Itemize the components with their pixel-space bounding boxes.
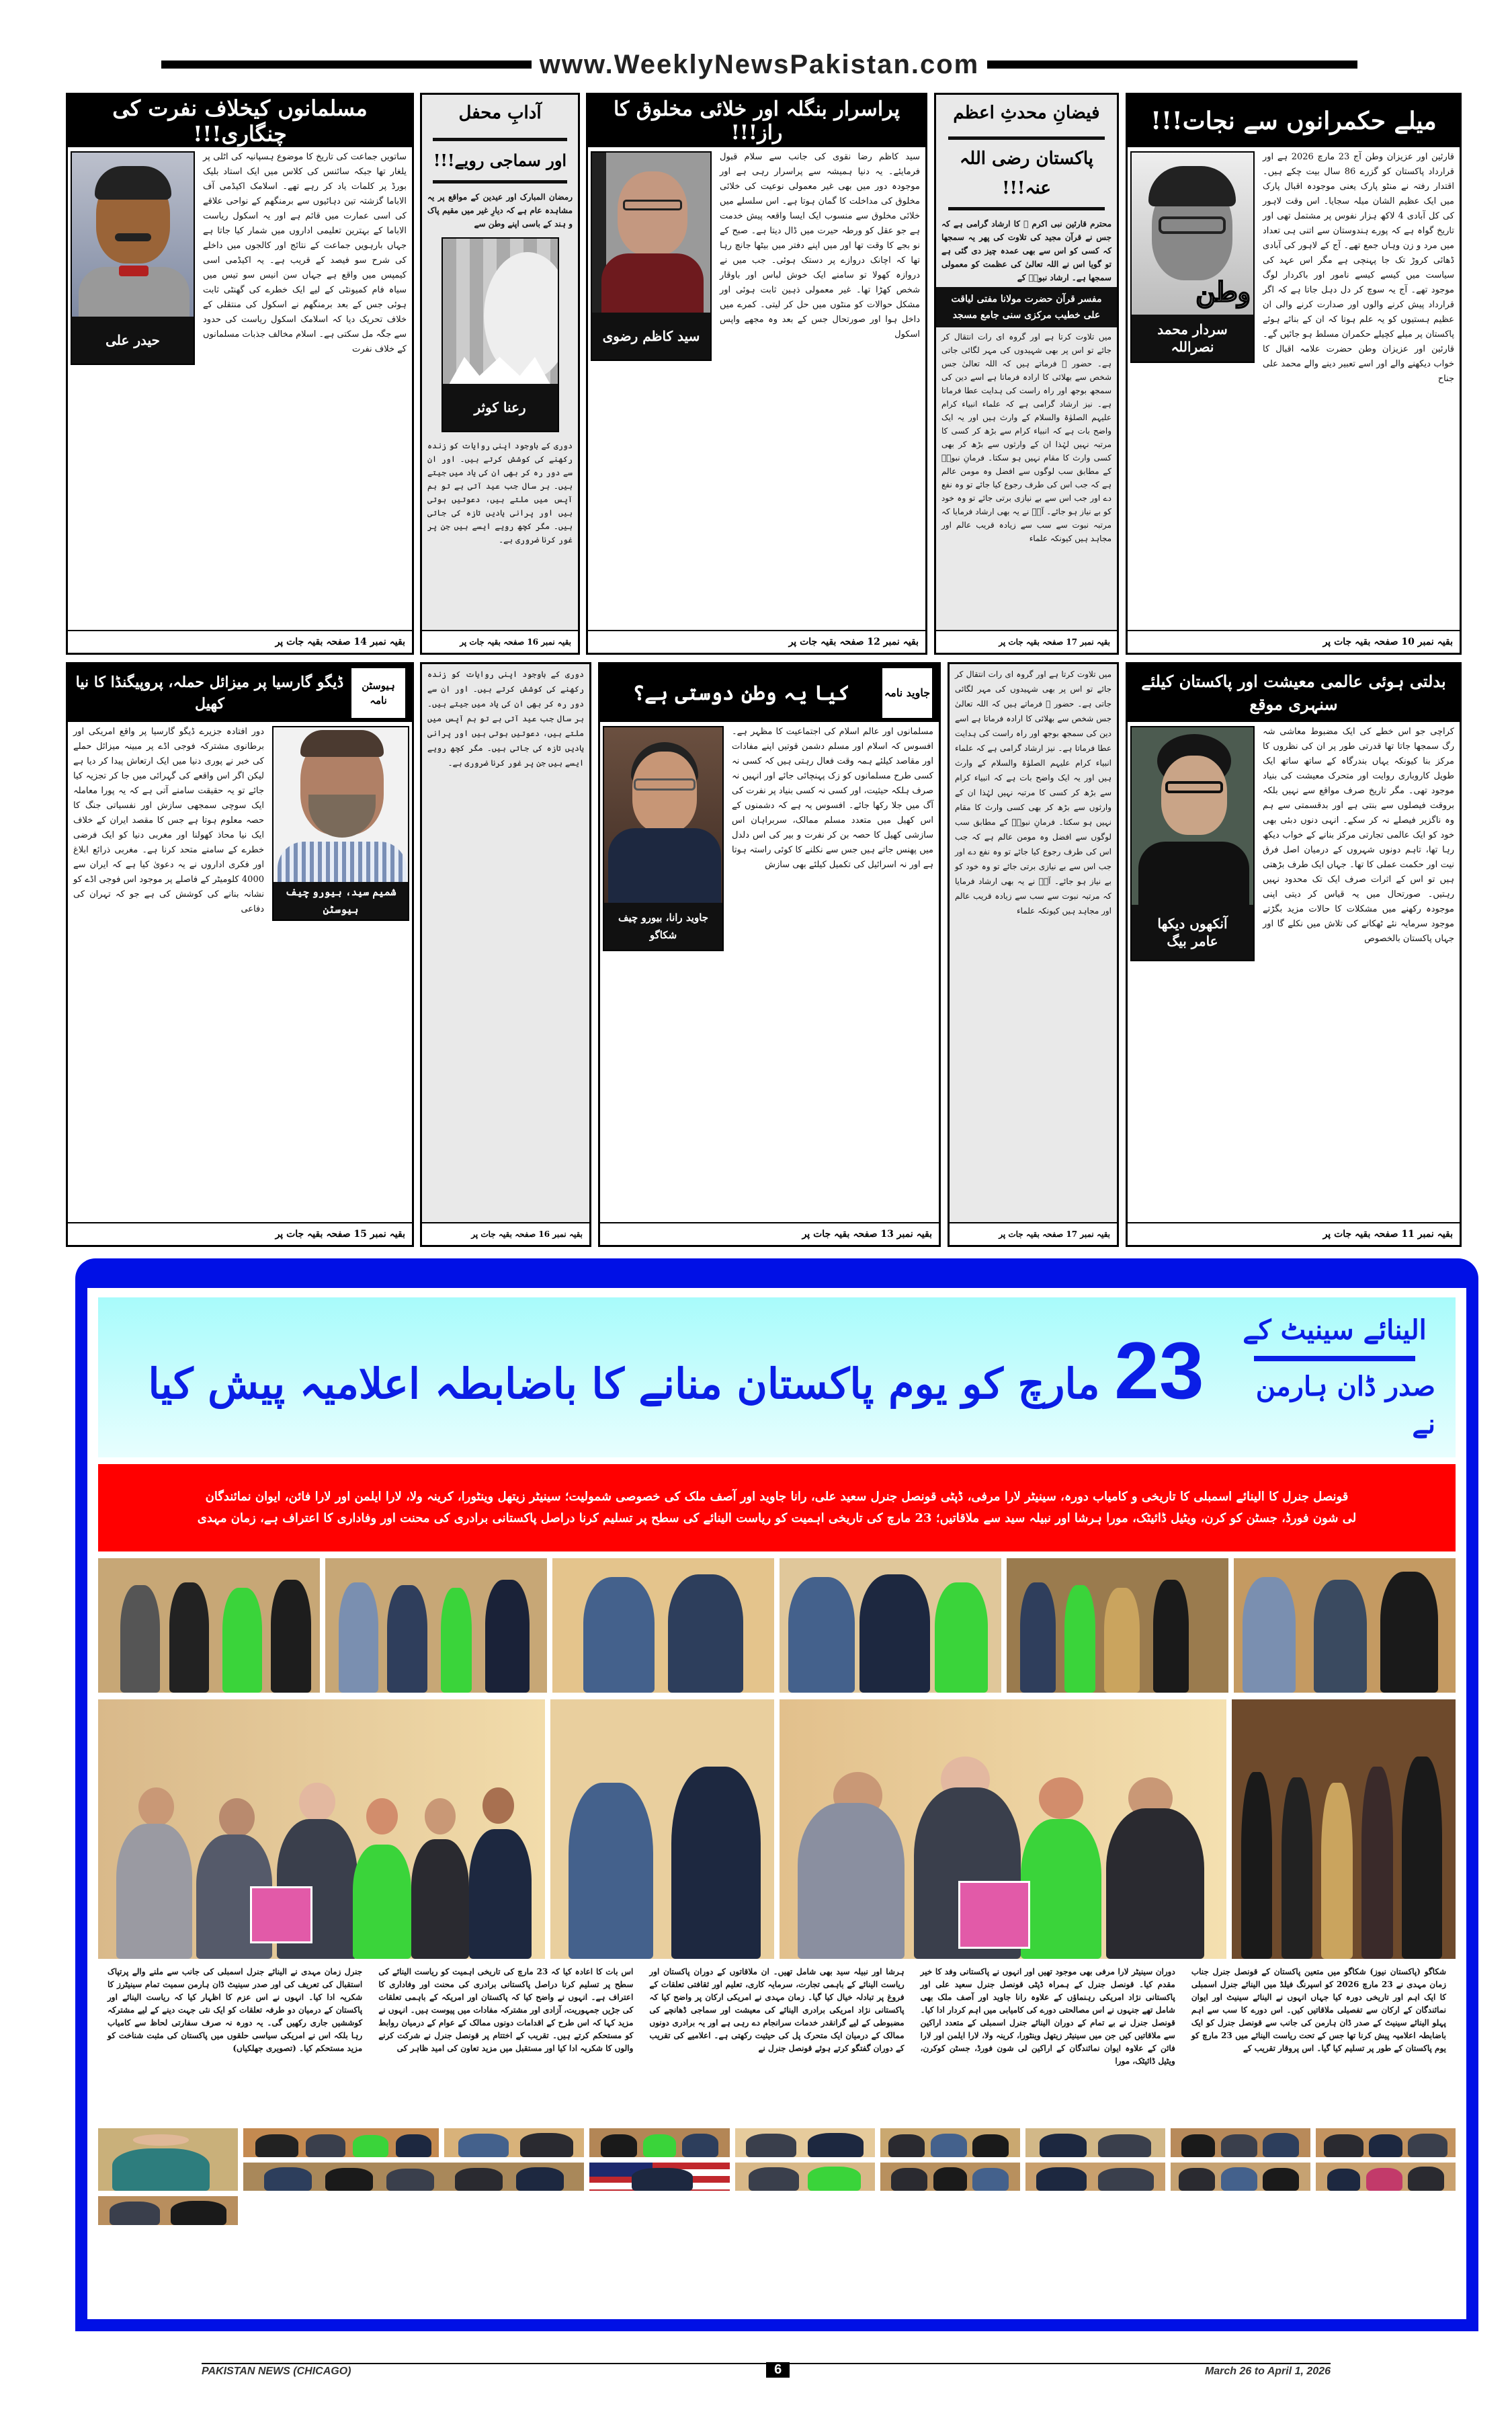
continued-note[interactable]: بقیہ نمبر 16 صفحہ بقیہ جات پر — [422, 1222, 589, 1245]
event-photo[interactable] — [1171, 2163, 1310, 2191]
continuation-text: میں تلاوت کرتا ہے اور گروہ ای رات انتقال کر جائے تو اس پر بھی شہیدوں کی مہر لگائی جاتی ہے۔ حضور ﷺ فرماتے ہیں کہ اللہ تعالیٰ جس شخص سے بھلائی کا ارادہ فرماتا ہے اسے دین کی سمجھ بوجھ اور راہ راست کی ہدایت عطا فرماتا ہے۔ نیز ارشاد گرامی ہے کہ علماء انبیاء کرام علیہم الصلوٰۃ والسلام کے وارث ہیں اور یہ ایک واضح بات ہے کہ انبیاء کرام سے بڑھ کر کسی کا مرتبہ نہیں لہٰذا ان کے وارثوں سے بڑھ کر بھی کسی وارث کا مقام نہیں ہو سکتا۔ فرمانِ نبویؐ کے مطابق سب لوگوں سے افضل وہ مومن عالم ہے کہ جب اس کی طرف رجوع کیا جائے تو وہ نفع دے اور جب اس سے بے نیازی برتی جائے تو وہ خود کو بے نیاز ہو جائے۔ آپؐ نے یہ بھی ارشاد فرمایا کہ مرتبہ نبوت سے سب سے زیادہ قریب عالم اور مجاہد ہیں کیونکہ علماء — [955, 670, 1111, 916]
column-continuation-strip — [420, 662, 591, 1247]
issue-date: March 26 to April 1, 2026 — [1204, 2366, 1331, 2377]
photo-slot — [588, 147, 714, 630]
column-kya-ye-watan-dosti — [598, 662, 941, 1247]
event-photo[interactable] — [98, 2128, 238, 2191]
article-column: شکاگو (پاکستان نیوز) شکاگو میں متعین پاکستان کے قونصل جنرل جناب زمان مہدی نے 23 مارچ 2026 کو اسپرنگ فیلڈ میں الینائے جنرل اسمبلی کا ایک اہم اور تاریخی دورہ کیا جہاں انہوں نے الینائے سینیٹ اور ایوان نمائندگان کے ارکان سے تفصیلی ملاقاتیں کیں۔ اس دورے کا سب سے اہم پہلو الینائے سینیٹ کے صدر ڈان ہارمن کی جانب سے قونصل جنرل کو ایک باضابطہ اعلامیہ پیش کرنا تھا جس کے تحت ریاست الینائے میں 23 مارچ کو یوم پاکستان کے طور پر تسلیم کیا گیا۔ اس پروقار تقریب کے — [1191, 1967, 1447, 2053]
event-photo[interactable] — [780, 1558, 1001, 1693]
special-report-section — [75, 1258, 1478, 2331]
byline: مفسر قرآن حضرت مولانا مفتی لیاقت علی خطیب مرکزی سنی جامع مسجد — [936, 287, 1117, 327]
event-photo[interactable] — [325, 1558, 547, 1693]
headline: پاکستان رضی اللہ عنہ!!! — [960, 149, 1093, 198]
website-url[interactable]: www.WeeklyNewsPakistan.com — [539, 49, 980, 79]
headline: میلے حکمرانوں سے نجات!!! — [1128, 95, 1460, 147]
headline: کیا یہ وطن دوستی ہے؟ — [632, 681, 850, 705]
event-photo[interactable] — [589, 2128, 729, 2157]
event-photo[interactable] — [444, 2128, 584, 2157]
event-photo[interactable] — [98, 2196, 238, 2225]
author-name: عامر بیگ — [1167, 933, 1218, 949]
subhead-bar — [98, 1464, 1456, 1551]
article-column: دوران سینیٹر لارا مرفی بھی موجود تھیں اور انہوں نے پاکستانی وفد کا خیر مقدم کیا۔ قونصل جنرل کے ہمراہ ڈپٹی قونصل جنرل سعید علی اور پاکستانی نژاد امریکی رہنماؤں کے علاوہ رانا جاوید اور آصف ملک بھی شامل تھے جنہوں نے اس مصالحتی دورے کی کامیابی میں اہم کردار ادا کیا۔ قونصل جنرل نے بے تمام کے دوران الینائے جنرل اسمبلی کے متعدد اراکین سے ملاقاتیں کیں جن میں سینیٹر زیتھل وینٹورا، کرینہ ولا، لارا ایلمن اور لارا فائن کے علاوہ ایوان نمائندگان کے اراکین لی شون فورڈ، جسٹن کوکرن، ویٹیل ڈائیٹک، مورا — [920, 1967, 1175, 2066]
photo-row-3 — [98, 2128, 1456, 2225]
author-name: جاوید رانا، بیورو چیف شکاگو — [604, 903, 722, 950]
author-name: حیدر علی — [72, 317, 194, 364]
article-column: جنرل زمان مہدی نے الینائے جنرل اسمبلی کی جانب سے ملنے والے پرتپاک استقبال کی تعریف کی اور صدر سینیٹ ڈان ہارمن سمیت تمام سینیٹرز کا شکریہ ادا کیا۔ انہوں نے اس عزم کا اظہار کیا کہ ریاست الینائے اور پاکستان کے درمیان دو طرفہ تعلقات کو ایک نئی جہت دینے کے لیے مشترکہ کوششیں جاری رکھیں گی۔ یہ دورہ نہ صرف سفارتی لحاظ سے کامیاب رہا بلکہ اس نے امریکی سیاسی حلقوں میں پاکستان کی مثبت شناخت کو مزید مستحکم کیا۔ (تصویری جھلکیاں) — [108, 1967, 363, 2053]
rule — [948, 207, 1105, 210]
special-report-inner — [87, 1288, 1466, 2319]
publication-name: PAKISTAN NEWS (CHICAGO) — [202, 2366, 351, 2377]
article-body: کراچی جو اس خطے کی ایک مضبوط معاشی شہ رگ سمجھا جاتا تھا قدرتی طور پر ان کی نظروں کا مرکز بنا کیونکہ یہاں بندرگاہ کے ساتھ ساتھ ایک طویل کاروباری روایت اور متحرک معیشت کی بنیاد موجود تھی۔ مگر تاریخ صرف مواقع سے نہیں بلکہ بروقت فیصلوں سے بنتی ہے اور بدقسمتی سے ہم وہ ناگزیر فیصلے نہ کر سکے۔ انہی دنوں دبئی بھی خود کو ایک عالمی تجارتی مرکز بنانے کے خواب دیکھ رہا تھا، تاہم دونوں شہروں کے درمیان اصل فرق نیت اور حکمت عملی کا تھا۔ جہاں ایک طرف بڑھتی ہیں تو اس کے اثرات صرف ایک تک محدود نہیں رہتیں۔ صورتحال میں یہ قیاس کر دیتی اپنی موجودہ رکھنے میں مشکلات کا حالات مزید بگڑتے موجود سرمایہ نئے ٹھکانے کی تلاش میں نکلے گا اور جہاں پاکستان بالخصوص — [1263, 727, 1454, 944]
headline: ڈیگو گارسیا پر میزائل حملہ، پروپیگنڈا کا نیا کھیل — [75, 674, 344, 713]
page-footer — [202, 2363, 1331, 2379]
author-photo — [591, 151, 712, 361]
event-photo[interactable] — [243, 2128, 439, 2157]
intro: رمضان المبارک اور عیدین کے مواقع پر یہ مشاہدہ عام ہے کہ دیارِ غیر میں مقیم پاک و ہند کے باسی اپنے وطن سے — [427, 192, 573, 229]
event-photo[interactable] — [1232, 1699, 1456, 1959]
special-report-article — [108, 1966, 1446, 2122]
article-body: دوری کے باوجود اپنی روایات کو زندہ رکھنے کی کوشش کرتے ہیں۔ اور ان سے دور رہ کر بھی ان کی یاد میں جیتے ہیں۔ ہر سال جب عید آتی ہے تو ہم آپس میں ملتے ہیں، دعوتیں ہوتی ہیں اور پرانی یادیں تازہ کی جاتی ہیں۔ مگر کچھ رویے ایسے ہیں جن پر غور کرنا ضروری ہے۔ — [427, 441, 573, 544]
event-photo[interactable] — [243, 2163, 584, 2191]
author-photo — [1130, 726, 1255, 961]
event-photo[interactable] — [552, 1558, 774, 1693]
subhead-line-2: لی شون فورڈ، جسٹن کو کرن، ویٹیل ڈائیٹک، مورا ہرشا اور نبیلہ سید سے ملاقاتیں؛ 23 مارچ کی تاریخی اہمیت کو ریاست الینائے کی سطح پر تسلیم کرنا دراصل پاکستانی برادری کی محنت اور وفاداری کا اعتراف ہے، زمان مہدی — [197, 1511, 1357, 1525]
article-area — [1128, 722, 1460, 1222]
kicker: فیضانِ محدثِ اعظم — [953, 103, 1100, 123]
article-body: قارئین اور عزیزان وطن آج 23 مارچ 2026 ہے اور قرارداد پاکستان کو گزرے 86 سال بیت چکے ہیں۔ اقتدار رفتہ نے منٹو پارک یعنی موجودہ اقبال پارک میں ایک عظیم الشان میلہ سجایا۔ اس وقت لاہور کی کل آبادی 4 لاکھ ہزار نفوس پر مشتمل تھی اور تاریخ گواہ ہے کہ پورے ہندوستان سے اتنی ہی تعداد میں مرد و زن وہاں جمع تھے۔ آج کے لاہور کی آبادی ڈھائی کروڑ تک جا پہنچی ہے مگر اس عہد کی سیاست میں کیسے کیسے نامور اور باکردار لوگ موجود تھے۔ آج یہ سوچ کر دل دہل جاتا ہے کہ اگر قرارداد پیش کرنے والوں اور صدارت کرنے والی ان عظیم ہستیوں کو یہ علم ہوتا کہ ان کے بنائے ہوئے پاکستان پر میلے کچیلے حکمران مسلط ہو جائیں گے۔ قارئین اور عزیزان وطن حضرت علامہ اقبال کا خواب دیکھنے والے اور اسے تعبیر دینے والے محمد علی جناح — [1263, 152, 1455, 384]
event-photo[interactable] — [550, 1699, 774, 1959]
watan-logo: وطن — [1195, 276, 1251, 308]
headline: بدلتی ہوئی عالمی معیشت اور پاکستان کیلئے سنہری موقع — [1128, 664, 1460, 722]
banner-headline — [118, 1326, 1234, 1416]
column-purisrar-bangla — [586, 93, 927, 655]
masthead-rule-left — [161, 61, 532, 69]
article-body: سید کاظم رضا نقوی کی جانب سے سلام قبول فرمایئے۔ یہ دنیا ہمیشہ سے پراسرار رہی ہے اور موجودہ دور میں بھی غیر معمولی نوعیت کی خلائی مخلوق کی مداخلت کا گمان ہوتا ہے۔ اس سلسلے میں خلائی مخلوق سے منسوب ایک ایسا واقعہ پیش خدمت ہے جو عقل کو ورطہ حیرت میں ڈال دیتا ہے۔ صبح کے نو بجے کا وقت تھا اور میں اپنے دفتر میں بیٹھا جانچ رہا تھا کہ اچانک دروازے پر دستک ہوئی۔ جب میں نے دروازہ کھولا تو سامنے ایک خوش لباس اور باوقار شخص کھڑا تھا۔ غیر معمولی ذہین ثابت ہوئی اور مشکل حوالات کو منٹوں میں حل کر لیتی۔ کمرے میں داخل ہوا اور صورتحال جس کے بعد وہ مجھے واپس اسکول — [720, 152, 920, 339]
pretitle-bottom: صدر ڈان ہارمن نے — [1255, 1371, 1435, 1440]
author-caption — [1132, 905, 1253, 960]
special-report-banner — [98, 1297, 1456, 1457]
event-photo[interactable] — [1316, 2128, 1456, 2157]
event-photo[interactable] — [735, 2163, 875, 2191]
article-body: میں تلاوت کرتا ہے اور گروہ ای رات انتقال کر جائے تو اس پر بھی شہیدوں کی مہر لگائی جاتی ہے۔ حضور ﷺ فرماتے ہیں کہ اللہ تعالیٰ جس شخص سے بھلائی کا ارادہ فرماتا ہے اسے دین کی سمجھ بوجھ اور راہ راست کی ہدایت عطا فرماتا ہے۔ نیز ارشاد گرامی ہے کہ علماء انبیاء کرام علیہم الصلوٰۃ والسلام کے وارث ہیں اور یہ ایک واضح بات ہے کہ انبیاء کرام سے بڑھ کر کسی کا مرتبہ نہیں لہٰذا ان کے وارثوں سے بڑھ کر بھی کسی وارث کا مقام نہیں ہو سکتا۔ فرمانِ نبویؐ کے مطابق سب لوگوں سے افضل وہ مومن عالم ہے کہ جب اس کی طرف رجوع کیا جائے تو وہ نفع دے اور جب اس سے بے نیازی برتی جائے تو وہ خود کو بے نیاز ہو جائے۔ آپؐ نے یہ بھی ارشاد فرمایا کہ مرتبہ نبوت سے سب سے زیادہ قریب عالم اور مجاہد ہیں کیونکہ علماء — [941, 332, 1111, 543]
photo-slot — [269, 722, 412, 1222]
article-column: اس بات کا اعادہ کیا کہ 23 مارچ کی تاریخی اہمیت کو ریاست الینائے کی سطح پر تسلیم کرنا دراصل پاکستانی برادری کی محنت اور وفاداری کا اعتراف ہے۔ انہوں نے واضح کیا کہ پاکستان اور امریکہ کے باہمی تعلقات کی جڑیں جمہوریت، آزادی اور مشترکہ مفادات میں پیوست ہیں۔ انہوں نے مزید کہا کہ اس طرح کے اقدامات دونوں ممالک کے عوام کے درمیان روابط کو مستحکم کرتے ہیں۔ تقریب کے اختتام پر قونصل جنرل نے شرکت کرنے والوں کا شکریہ ادا کیا اور مستقبل میں مزید تعاون کی امید ظاہر کی — [378, 1967, 634, 2053]
headline-text: مارچ کو یوم پاکستان منانے کا باضابطہ اعلامیہ پیش کیا — [148, 1359, 1100, 1408]
column-meley-hukmaran — [1126, 93, 1462, 655]
article-body: مسلمانوں اور عالم اسلام کی اجتماعیت کا مظہر ہے۔ افسوس کہ اسلام اور مسلم دشمن قوتیں اپنے مفادات اور مقاصد کیلئے ہمہ وقت فعال رہتی ہیں کہ کسی نہ کسی طرح مسلمانوں کو زک پہنچائی جائے اور انہیں نہ صرف ہلکہ حیثیت، اور کسی نہ کسی بنیاد پر نفرت کی آگ میں جلا رکھا جائے۔ افسوس یہ ہے کہ دشمنوں کے اس کھیل میں متعدد مسلم ممالک، سربراہان اس سازشی کھیل کا حصہ بن کر نفرت و بیر کی اس دلدل میں پھنس جاتے ہیں جس سے نکلنے کا کوئی راستہ ہوتا ہے اور نہ اسرائیل کی تکمیل کیلئے بھی سازش — [732, 727, 933, 870]
column-badalti-maeeshat — [1126, 662, 1462, 1247]
event-photo[interactable] — [1234, 1558, 1456, 1693]
intro: محترم قارئین نبی اکرم ﷺ کا ارشاد گرامی ہے کہ جس نے قرآن مجید کی تلاوت کی پھر یہ سمجھا کہ کسی کو اس سے بھی عمدہ چیز دی گئی ہے تو گویا اس نے اللہ تعالیٰ کی عظمت کو معمولی سمجھا ہے۔ ارشاد نبویؐ کے — [941, 219, 1111, 282]
column-tag: جاوید نامہ — [882, 668, 932, 718]
rule — [948, 136, 1105, 140]
column-adab-e-mehfil — [420, 93, 580, 655]
event-photo-certificate[interactable] — [98, 1699, 545, 1959]
event-photo[interactable] — [1025, 2128, 1165, 2157]
author-photo — [272, 726, 409, 921]
photo-row-2 — [98, 1699, 1456, 1959]
column-faizan-muhaddis — [934, 93, 1119, 655]
author-photo — [1130, 151, 1255, 363]
photo-slot — [1128, 722, 1257, 1222]
continued-note[interactable]: بقیہ نمبر 13 صفحہ بقیہ جات پر — [600, 1222, 939, 1245]
subhead-line-1: قونصل جنرل کا الینائے اسمبلی کا تاریخی و کامیاب دورہ، سینیٹر لارا مرفی، ڈپٹی قونصل جنرل سعید علی، رانا جاوید اور آصف ملک کی خصوصی شمولیت؛ سینیٹر زیتھل وینٹورا، کرینہ ولا، لارا ایلمن اور لارا فائن، ایوان نمائندگان — [205, 1490, 1349, 1504]
photo-slot — [1128, 147, 1257, 630]
event-photo-certificate[interactable] — [780, 1699, 1226, 1959]
article-area — [68, 147, 412, 630]
column-musalmanon-nafrat — [66, 93, 414, 655]
author-name: سردار محمد نصراللہ — [1132, 315, 1253, 362]
photo-row-1 — [98, 1558, 1456, 1693]
continued-note[interactable]: بقیہ نمبر 10 صفحہ بقیہ جات پر — [1128, 630, 1460, 653]
author-name: سید کاظم رضوی — [592, 313, 710, 360]
page-number: 6 — [766, 2362, 790, 2378]
rule — [433, 180, 567, 184]
continued-note[interactable]: بقیہ نمبر 12 صفحہ بقیہ جات پر — [588, 630, 925, 653]
masthead — [161, 49, 1357, 79]
rule — [433, 138, 567, 141]
photo-slot — [600, 722, 726, 1222]
article-body: دور افتادہ جزیرے ڈیگو گارسیا پر واقع امریکی اور برطانوی مشترکہ فوجی اڈے پر مبینہ میزائل حملے کی خبر نے پوری دنیا میں ایک ارتعاش پیدا کر دیا ہے لیکن اگر اس واقعے کی گہرائی میں جا کر تجزیہ کیا جائے تو یہ حقیقت سامنے آتی ہے کہ یہ پورا معاملہ ایک سوچی سمجھی سازش اور نفسیاتی جنگ کا حصہ معلوم ہوتا ہے جس کا مقصد ایران کے خلاف ایک نیا محاذ کھولنا اور مغربی دنیا کو ایک فرضی خطرے کے سامنے متحد کرنا ہے۔ مغربی ذرائع ابلاغ اور فکری اداروں نے یہ دعویٰ کیا ہے کہ ایران سے 4000 کلومیٹر کے فاصلے پر موجود اس فوجی اڈے کو نشانہ بنانے کی کوشش کی ہے جو کہ تہران کی دفاعی — [73, 727, 264, 914]
headline: اور سماجی رویے!!! — [433, 151, 567, 170]
pretitle-rule — [1254, 1356, 1415, 1361]
continued-note[interactable]: بقیہ نمبر 17 صفحہ بقیہ جات پر — [950, 1222, 1117, 1245]
column-continuation-strip — [948, 662, 1119, 1247]
event-photo[interactable] — [1025, 2163, 1165, 2191]
article-body: ساتویں جماعت کی تاریخ کا موضوع ہسپانیہ کی اٹلی پر یلغار تھا جبکہ سائنس کی کلاس میں ایک استاد بلیک بورڈ پر کلمات یاد کر رہے تھے۔ اسلامک اکیڈمی آف الاباما گزشتہ تین دہائیوں سے برمنگھم کے نواحی علاقے کی اسی عمارت میں قائم ہے اور یہ اسکول ریاست الاباما کے بہترین تعلیمی اداروں میں شمار کیا جاتا ہے جہاں بارہویں جماعت کے نتائج اور کالجوں میں داخلے کی شرح سو فیصد کے قریب ہے۔ یہ اکیڈمی اسی کیمپس میں واقع ہے جہاں سن انیس سو تیس میں سیاہ فام کمیونٹی کے لیے ایک خطرے کی گھنٹی ثابت ہوئی جس کے بعد برمنگھم نے اسکول کی منتقلی کے خلاف تحریک دیا کہ اسلامک اسکول ریاست کی حدود سے جگہ مل سکتی ہے۔ اسلام مخالف جذبات مسلمانوں کے خلاف نفرت — [203, 152, 407, 354]
author-photo — [71, 151, 195, 365]
pretitle-top: الینائے سینیٹ کے — [1243, 1314, 1427, 1346]
continued-note[interactable]: بقیہ نمبر 17 صفحہ بقیہ جات پر — [936, 630, 1117, 653]
event-photo[interactable] — [1007, 1558, 1228, 1693]
author-name: شمیم سید، بیورو چیف ہیوسٹن — [274, 882, 408, 920]
author-name: رعنا کوثر — [443, 384, 558, 431]
author-label: آنکھوں دیکھا — [1157, 916, 1228, 932]
continued-note[interactable]: بقیہ نمبر 15 صفحہ بقیہ جات پر — [68, 1222, 412, 1245]
event-photo[interactable] — [1171, 2128, 1310, 2157]
author-photo — [603, 726, 724, 951]
headline: مسلمانوں کیخلاف نفرت کی چنگاری!!! — [68, 95, 412, 147]
article-column: ہرشا اور نبیلہ سید بھی شامل تھیں۔ ان ملاقاتوں کے دوران پاکستان اور ریاست الینائے کے باہمی تجارت، سرمایہ کاری، تعلیم اور ثقافتی تعلقات کے فروغ پر تبادلہ خیال کیا گیا۔ زمان مہدی نے امریکی ارکان پر واضح کیا کہ پاکستانی نژاد امریکی برادری الینائے کی معیشت اور سماجی ڈھانچے کی مضبوطی کے لیے گرانقدر خدمات سرانجام دے رہی ہے اور یہ برادری دونوں ممالک کے درمیان ایک متحرک پل کی حیثیت رکھتی ہے۔ اعلامیے کی تقریب کے دوران گفتگو کرتے ہوئے قونصل جنرل نے — [649, 1967, 905, 2053]
photo-slot — [68, 147, 198, 630]
kicker: آدابِ محفل — [458, 103, 542, 123]
article-area — [1128, 147, 1460, 630]
banner-pretitle — [1234, 1312, 1435, 1443]
column-tag: ہیوسٹن نامہ — [351, 668, 405, 718]
article-area — [588, 147, 925, 630]
article-area — [68, 722, 412, 1222]
author-illustration — [442, 237, 559, 432]
column-diego-garcia — [66, 662, 414, 1247]
continuation-text: دوری کے باوجود اپنی روایات کو زندہ رکھنے کی کوشش کرتے ہیں۔ اور ان سے دور رہ کر بھی ان کی یاد میں جیتے ہیں۔ ہر سال جب عید آتی ہے تو ہم آپس میں ملتے ہیں، دعوتیں ہوتی ہیں اور پرانی یادیں تازہ کی جاتی ہیں۔ مگر کچھ رویے ایسے ہیں جن پر غور کرنا ضروری ہے۔ — [427, 670, 584, 768]
masthead-rule-right — [987, 61, 1357, 69]
event-photo[interactable] — [98, 1558, 320, 1693]
continued-note[interactable]: بقیہ نمبر 14 صفحہ بقیہ جات پر — [68, 630, 412, 653]
event-photo[interactable] — [735, 2128, 875, 2157]
headline-number: 23 — [1114, 1326, 1204, 1416]
continued-note[interactable]: بقیہ نمبر 11 صفحہ بقیہ جات پر — [1128, 1222, 1460, 1245]
headline-bar — [600, 664, 939, 722]
continued-note[interactable]: بقیہ نمبر 16 صفحہ بقیہ جات پر — [422, 630, 578, 653]
article-area — [600, 722, 939, 1222]
headline-bar — [68, 664, 412, 722]
event-photo[interactable] — [880, 2163, 1020, 2191]
event-photo[interactable] — [880, 2128, 1020, 2157]
headline: پراسرار بنگلہ اور خلائی مخلوق کا راز!!! — [588, 95, 925, 147]
event-photo-flag[interactable] — [589, 2163, 729, 2191]
event-photo[interactable] — [1316, 2163, 1456, 2191]
